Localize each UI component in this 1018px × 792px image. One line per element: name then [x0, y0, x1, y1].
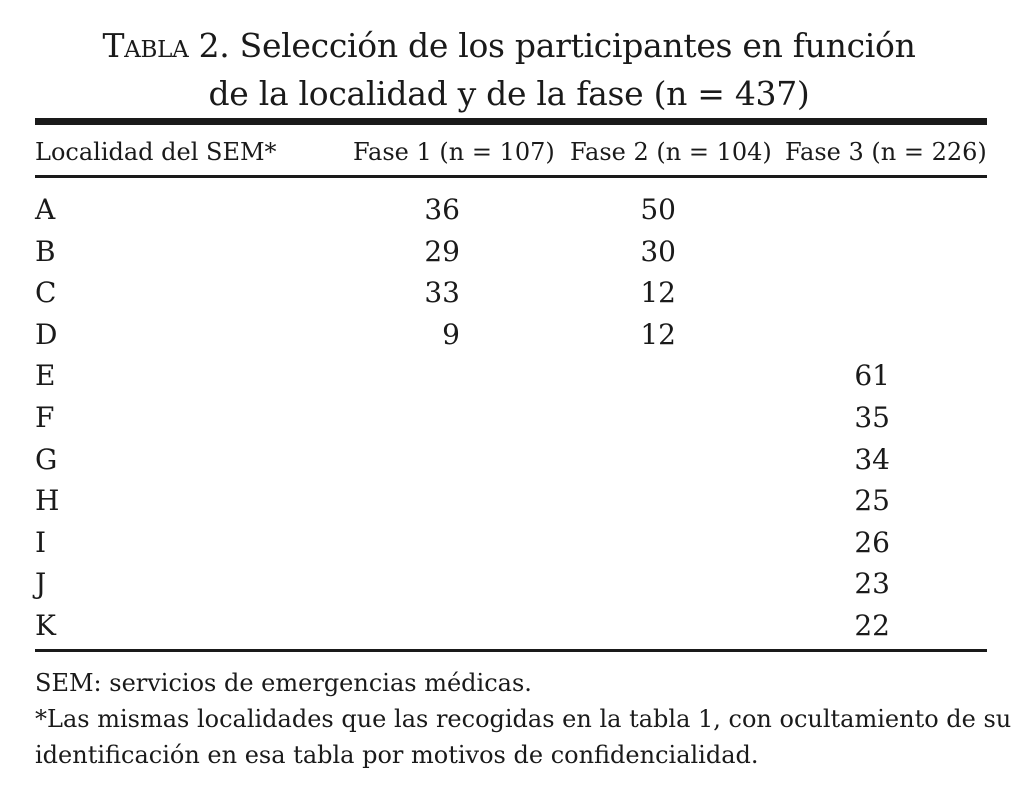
cell-fase-1: 33 — [424, 276, 460, 310]
cell-fase-3: 61 — [854, 359, 890, 393]
footnote-abbreviation: SEM: servicios de emergencias médicas. — [35, 669, 532, 697]
table-row — [0, 275, 1018, 317]
header-fase-1: Fase 1 (n = 107) — [353, 138, 555, 166]
table-row — [0, 400, 1018, 442]
header-rule — [35, 175, 987, 178]
cell-fase-3: 23 — [854, 567, 890, 601]
cell-localidad: G — [35, 442, 58, 476]
table-label: Tabla — [102, 26, 189, 65]
bottom-rule — [35, 649, 987, 652]
table-row — [0, 192, 1018, 234]
cell-fase-3: 35 — [854, 401, 890, 434]
cell-localidad: D — [35, 317, 58, 351]
cell-fase-2: 12 — [640, 317, 676, 351]
header-localidad: Localidad del SEM* — [35, 138, 277, 166]
cell-fase-3: 34 — [854, 442, 890, 476]
cell-localidad: H — [35, 484, 60, 518]
header-fase-2: Fase 2 (n = 104) — [570, 138, 772, 166]
cell-fase-3: 25 — [854, 484, 890, 518]
table-row — [0, 525, 1018, 567]
table-row — [0, 317, 1018, 359]
cell-localidad: J — [35, 567, 47, 601]
table-title-text: 2. Selección de los participantes en función — [188, 26, 916, 65]
table-row — [0, 566, 1018, 608]
cell-localidad: C — [35, 276, 57, 310]
footnote-asterisk-line-1: *Las mismas localidades que las recogidas en la tabla 1, con ocultamiento de su — [35, 705, 1012, 733]
table-row — [0, 442, 1018, 484]
header-fase-3: Fase 3 (n = 226) — [785, 138, 987, 166]
cell-fase-1: 36 — [424, 193, 460, 226]
cell-fase-2: 50 — [640, 193, 676, 226]
cell-localidad: K — [35, 609, 56, 642]
cell-fase-2: 30 — [640, 234, 676, 268]
cell-localidad: E — [35, 359, 56, 393]
footnote-asterisk-line-2: identificación en esa tabla por motivos de confidencialidad. — [35, 741, 759, 769]
top-rule — [35, 118, 987, 125]
cell-fase-3: 26 — [854, 525, 890, 559]
cell-localidad: F — [35, 401, 55, 434]
table-row — [0, 234, 1018, 276]
table-row — [0, 608, 1018, 650]
cell-fase-1: 9 — [442, 317, 460, 351]
cell-localidad: A — [35, 193, 56, 226]
cell-localidad: I — [35, 525, 47, 559]
table-row — [0, 358, 1018, 400]
table-row — [0, 483, 1018, 525]
table-title-line-2: de la localidad y de la fase (n = 437) — [208, 74, 810, 113]
cell-localidad: B — [35, 234, 56, 268]
cell-fase-2: 12 — [640, 276, 676, 310]
table-title-line-1 — [0, 26, 1018, 66]
cell-fase-1: 29 — [424, 234, 460, 268]
cell-fase-3: 22 — [854, 609, 890, 642]
